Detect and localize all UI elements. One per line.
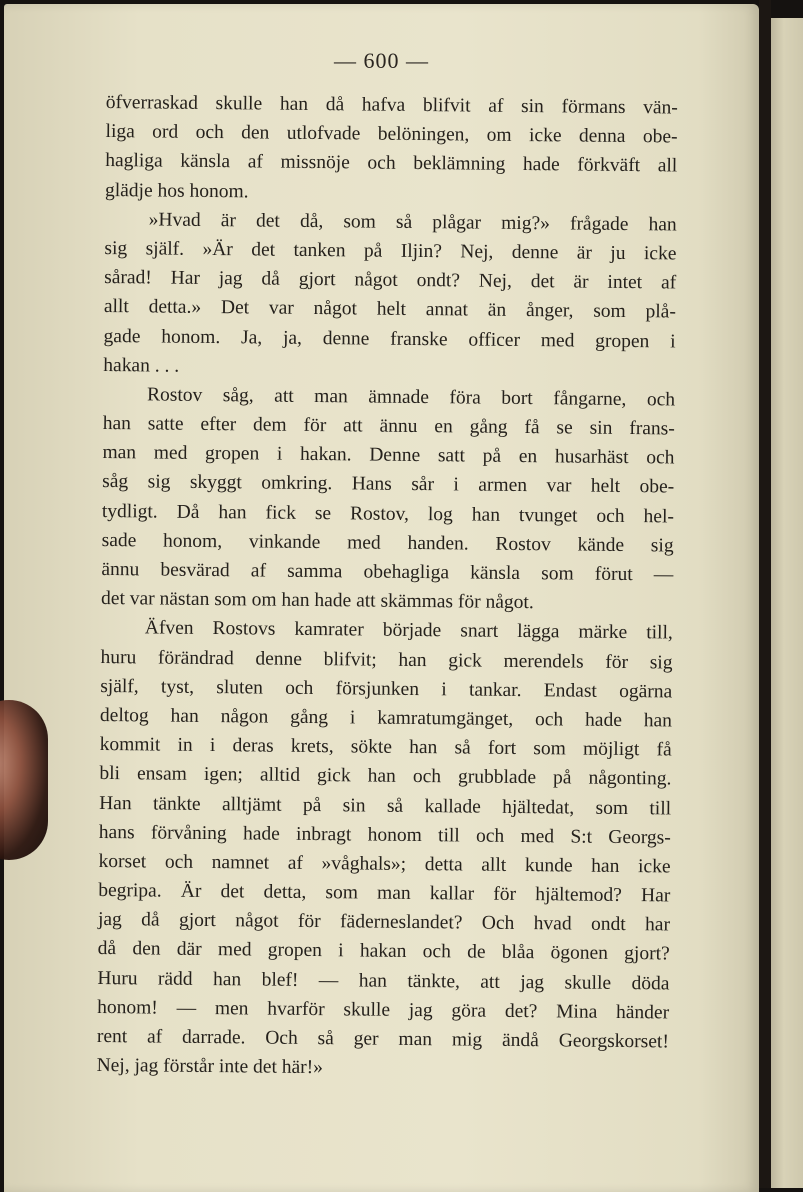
text-line: allt detta.» Det var något helt annat än ånger, som plå-: [103, 296, 676, 323]
text-line: Rostov såg, att man ämnade föra bort fångarne, och: [146, 384, 676, 411]
text-line: Han tänkte alltjämt på sin så kallade hjältedat, som till: [99, 792, 672, 819]
text-line: sade honom, vinkande med handen. Rostov kände sig: [101, 529, 674, 557]
text-line: hagliga känsla af missnöje och beklämning hade förkväft all: [105, 150, 678, 177]
text-line: Huru rädd han blef! — han tänkte, att jag skulle döda: [97, 967, 670, 995]
text-line: »Hvad är det då, som så plågar mig?» frågade han: [148, 209, 677, 236]
text-line: glädje hos honom.: [104, 179, 249, 202]
text-line: han satte efter dem för att ännu en gång få se sin frans-: [102, 413, 675, 440]
next-page-edge: [771, 18, 803, 1188]
book-page: [4, 4, 759, 1192]
text-line: hakan . . .: [103, 354, 180, 377]
text-line: sårad! Har jag då gjort något ondt? Nej, det är intet af: [104, 267, 677, 294]
text-line: Äfven Rostovs kamrater började snart lägga märke till,: [144, 617, 673, 644]
thumb: [0, 700, 48, 860]
book-gutter: [759, 0, 771, 1188]
page-number: — 600 —: [334, 48, 429, 73]
body-text: [96, 88, 677, 1086]
text-line: såg sig skyggt omkring. Hans sår i armen var helt obe-: [102, 471, 675, 498]
text-line: då den där med gropen i hakan och de blåa ögonen gjort?: [97, 938, 670, 965]
text-line: själf, tyst, sluten och försjunken i tankar. Endast ogärna: [100, 675, 673, 703]
text-line: tydligt. Då han fick se Rostov, log han tvunget och hel-: [101, 500, 675, 528]
text-line: man med gropen i hakan. Denne satt på en husarhäst och: [102, 442, 675, 469]
text-line: gade honom. Ja, ja, denne franske officer med gropen i: [103, 325, 676, 352]
text-line: hans förvåning hade inbragt honom till och med S:t Georgs-: [98, 821, 671, 849]
text-line: huru förändrad denne blifvit; han gick merendels för sig: [100, 646, 673, 674]
text-line: Nej, jag förstår inte det här!»: [96, 1055, 324, 1079]
text-line: rent af darrade. Och så ger man mig ändå Georgskorset!: [96, 1025, 669, 1053]
text-line: begripa. Är det detta, som man kallar för hjältemod? Har: [98, 880, 671, 907]
text-line: honom! — men hvarför skulle jag göra det? Mina händer: [97, 996, 670, 1024]
text-line: jag då gjort något för fäderneslandet? Och hvad ondt har: [97, 909, 671, 936]
text-line: bli ensam igen; alltid gick han och grubblade på någonting.: [99, 763, 672, 790]
text-line: sig själf. »Är det tanken på Iljin? Nej, denne är ju icke: [104, 237, 677, 265]
text-line: deltog han någon gång i kamratumgänget, och hade han: [99, 704, 673, 732]
text-line: ännu besvärad af samma obehagliga känsla som förut —: [101, 558, 674, 586]
text-line: liga ord och den utlofvade belöningen, om icke denna obe-: [105, 121, 678, 148]
text-line: öfverraskad skulle han då hafva blifvit af sin förmans vän-: [105, 91, 678, 119]
text-line: kommit in i deras krets, sökte han så fort som möjligt få: [99, 734, 672, 761]
text-line: det var nästan som om han hade att skämmas för något.: [100, 588, 534, 614]
text-line: korset och namnet af »våghals»; detta allt kunde han icke: [98, 850, 671, 878]
